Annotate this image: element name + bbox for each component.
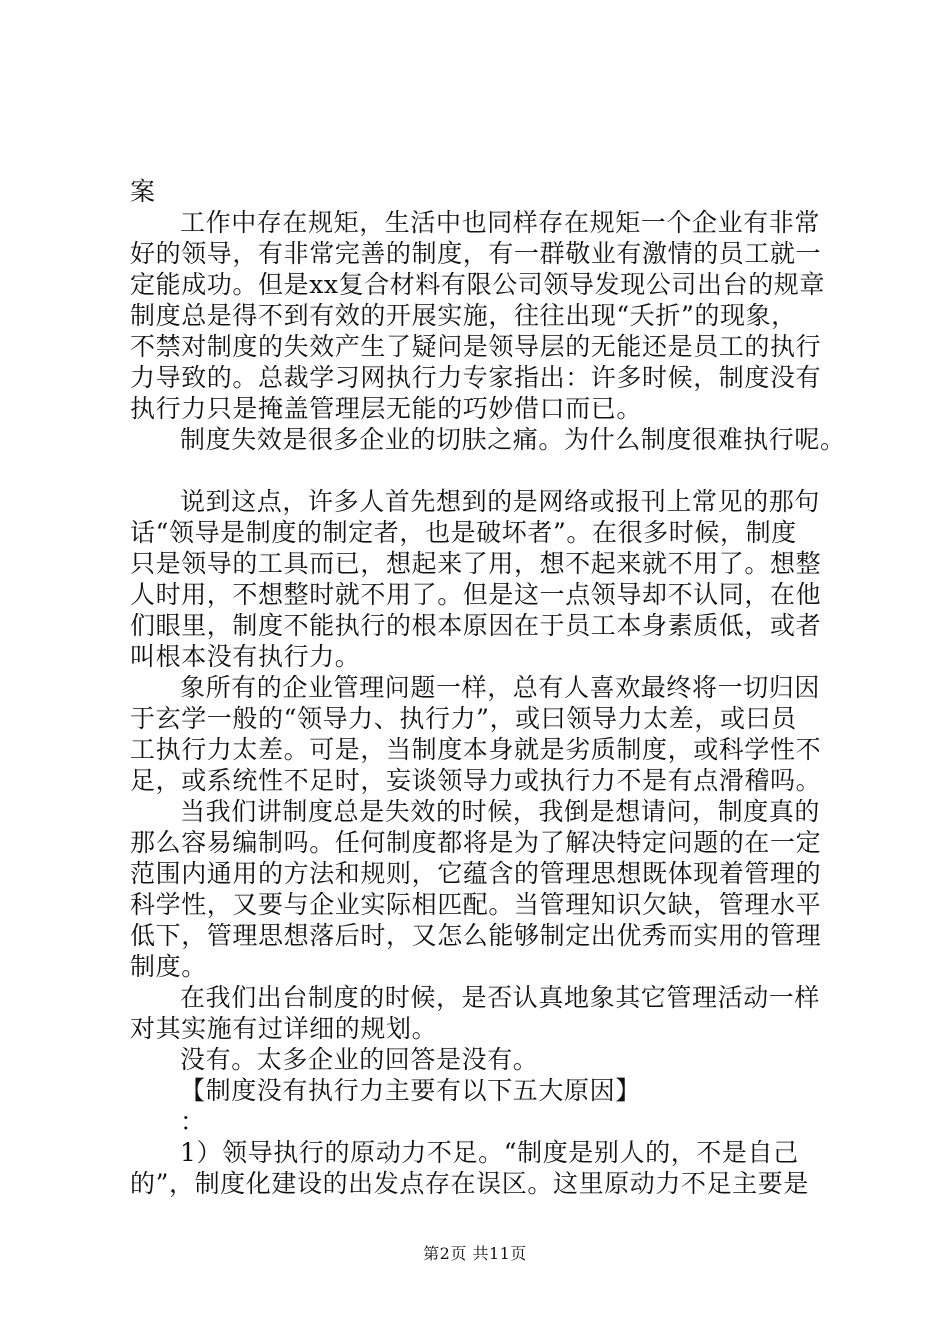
text-line: ： xyxy=(180,1107,206,1136)
text-line: 象所有的企业管理问题一样，总有人喜欢最终将一切归因 xyxy=(180,673,821,702)
text-line: 叫根本没有执行力。 xyxy=(130,642,361,671)
page-number-footer: 第2页 共11页 xyxy=(423,1244,527,1263)
text-line: 对其实施有过详细的规划。 xyxy=(130,1014,438,1043)
text-line: 力导致的。总裁学习网执行力专家指出：许多时候，制度没有 xyxy=(130,363,822,392)
text-line: 那么容易编制吗。任何制度都将是为了解决特定问题的在一定 xyxy=(130,828,822,857)
text-line: 在我们出台制度的时候，是否认真地象其它管理活动一样 xyxy=(180,983,821,1012)
text-line: 只是领导的工具而已，想起来了用，想不起来就不用了。想整 xyxy=(130,549,822,578)
text-line: 于玄学一般的“领导力、执行力”，或曰领导力太差，或曰员 xyxy=(130,704,797,733)
document-body xyxy=(130,176,850,1199)
text-line: 话“领导是制度的制定者，也是破坏者”。在很多时候，制度 xyxy=(130,518,797,547)
text-line: 没有。太多企业的回答是没有。 xyxy=(180,1045,539,1074)
text-line: 不禁对制度的失效产生了疑问是领导层的无能还是员工的执行 xyxy=(130,332,822,361)
text-line: 人时用，不想整时就不用了。但是这一点领导却不认同，在他 xyxy=(130,580,822,609)
text-line: 制度总是得不到有效的开展实施，往往出现“夭折”的现象， xyxy=(130,301,797,330)
text-line: 制度。 xyxy=(130,952,207,981)
text-line: 科学性，又要与企业实际相匹配。当管理知识欠缺，管理水平 xyxy=(130,890,822,919)
text-line: 执行力只是掩盖管理层无能的巧妙借口而已。 xyxy=(130,394,643,423)
text-line: 的”，制度化建设的出发点存在误区。这里原动力不足主要是 xyxy=(130,1169,809,1198)
text-line: 们眼里，制度不能执行的根本原因在于员工本身素质低，或者 xyxy=(130,611,822,640)
paragraph-gap xyxy=(130,455,850,486)
text-line: 当我们讲制度总是失效的时候，我倒是想请问，制度真的 xyxy=(180,797,821,826)
text-line: 1）领导执行的原动力不足。“制度是别人的，不是自己 xyxy=(180,1138,799,1167)
text-line: 低下，管理思想落后时，又怎么能够制定出优秀而实用的管理 xyxy=(130,921,822,950)
text-line: 工作中存在规矩，生活中也同样存在规矩一个企业有非常 xyxy=(180,208,821,237)
text-line: 制度失效是很多企业的切肤之痛。为什么制度很难执行呢。 xyxy=(180,425,846,454)
text-line: 工执行力太差。可是，当制度本身就是劣质制度，或科学性不 xyxy=(130,735,822,764)
text-line: 案 xyxy=(130,177,156,206)
text-line: 定能成功。但是xx复合材料有限公司领导发现公司出台的规章 xyxy=(130,270,826,299)
text-line: 范围内通用的方法和规则，它蕴含的管理思想既体现着管理的 xyxy=(130,859,822,888)
text-line: 好的领导，有非常完善的制度，有一群敬业有激情的员工就一 xyxy=(130,239,822,268)
text-line: 说到这点，许多人首先想到的是网络或报刊上常见的那句 xyxy=(180,487,821,516)
text-line: 足，或系统性不足时，妄谈领导力或执行力不是有点滑稽吗。 xyxy=(130,766,822,795)
section-heading: 【制度没有执行力主要有以下五大原因】 xyxy=(180,1076,641,1105)
